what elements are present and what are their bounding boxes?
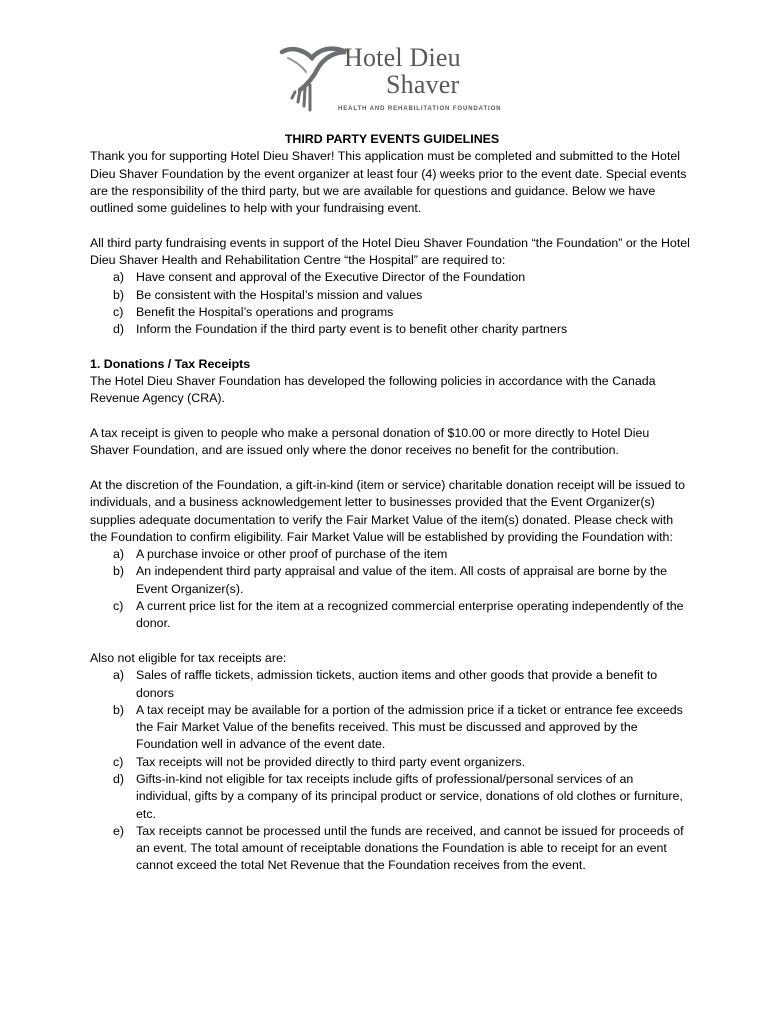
- intro-paragraph: Thank you for supporting Hotel Dieu Shaver! This application must be completed and submitted to the Hotel Dieu Shaver Foundation by the event organizer at least four (4) weeks prior to the event date. Special events are the responsibility of the third party, but we are available for questions and guidance. Below we have outlined some guidelines to help with your fundraising event.: [90, 149, 687, 216]
- page-title: THIRD PARTY EVENTS GUIDELINES: [284, 132, 500, 146]
- not-eligible-list: [90, 667, 690, 875]
- list-item: c) A current price list for the item at a recognized commercial enterprise operating independently of the donor.: [113, 599, 684, 631]
- section1-paragraph-3: At the discretion of the Foundation, a gift-in-kind (item or service) charitable donation receipt will be issued to individuals, and a business acknowledgement letter to businesses provided that the Event Organizer(s) supplies adequate documentation to verify the Fair Market Value of the item(s) donated. Please check with the Foundation to confirm eligibility. Fair Market Value will be established by providing the Foundation with:: [90, 477, 686, 544]
- section1-paragraph-1: The Hotel Dieu Shaver Foundation has developed the following policies in accordance with the Canada Revenue Agency (CRA).: [90, 374, 656, 406]
- logo-name-line1: Hotel Dieu: [344, 43, 461, 72]
- list-item: a) Have consent and approval of the Executive Director of the Foundation: [113, 270, 526, 285]
- foundation-logo: [278, 40, 508, 118]
- list-item: d) Inform the Foundation if the third party event is to benefit other charity partners: [113, 322, 568, 337]
- list-item: b) Be consistent with the Hospital’s mission and values: [113, 287, 423, 302]
- list-item: c) Tax receipts will not be provided directly to third party event organizers.: [113, 754, 526, 769]
- list-item: b) An independent third party appraisal and value of the item. All costs of appraisal are borne by the Event Organizer(s).: [113, 564, 668, 596]
- section1-paragraph-2: A tax receipt is given to people who make a personal donation of $10.00 or more directly to Hotel Dieu Shaver Foundation, and are issued only where the donor receives no benefit for the contribution.: [90, 426, 650, 458]
- not-eligible-intro: Also not eligible for tax receipts are:: [90, 650, 287, 665]
- requirements-list: [90, 269, 690, 338]
- list-item: a) Sales of raffle tickets, admission tickets, auction items and other goods that provide a benefit to donors: [113, 668, 658, 700]
- fmv-list: [90, 546, 690, 632]
- list-item: d) Gifts-in-kind not eligible for tax receipts include gifts of professional/personal services of an individual, gifts by a company of its principal product or service, donations of old clothes or furniture, etc.: [113, 771, 683, 821]
- section-heading-donations: 1. Donations / Tax Receipts: [90, 356, 251, 371]
- requirements-intro: All third party fundraising events in support of the Hotel Dieu Shaver Foundation “the Foundation” or the Hotel Dieu Shaver Health and Rehabilitation Centre “the Hospital” are required to:: [90, 235, 690, 268]
- logo-name-line2: Shaver: [386, 70, 460, 99]
- logo-subtitle: HEALTH AND REHABILITATION FOUNDATION: [338, 106, 502, 112]
- list-item: e) Tax receipts cannot be processed until the funds are received, and cannot be issued for proceeds of an event. The total amount of receiptable donations the Foundation is able to receipt for an event cannot exceed the total Net Revenue that the Foundation receives from the event.: [113, 823, 684, 873]
- list-item: b) A tax receipt may be available for a portion of the admission price if a ticket or entrance fee exceeds the Fair Market Value of the benefits received. This must be discussed and approved by the Foundation well in advance of the event date.: [113, 702, 683, 752]
- list-item: a) A purchase invoice or other proof of purchase of the item: [113, 547, 448, 562]
- list-item: c) Benefit the Hospital’s operations and programs: [113, 304, 394, 319]
- document-body: [90, 131, 690, 875]
